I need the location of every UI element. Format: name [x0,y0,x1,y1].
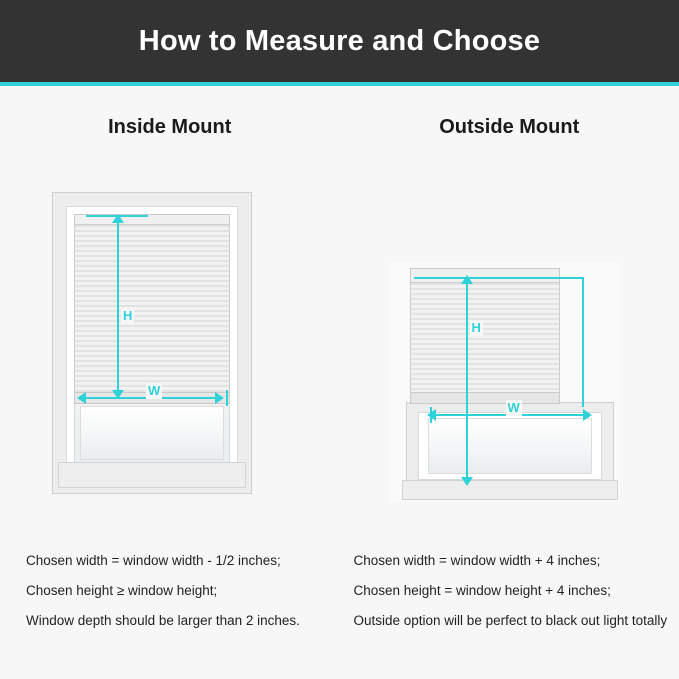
header-bar [0,0,679,82]
inside-mount-title: Inside Mount [108,116,232,138]
height-arrow-bottom [461,477,473,486]
height-tick-right-edge [582,277,584,407]
shade-fabric [74,224,230,394]
columns-container [0,86,679,679]
width-label: W [507,400,520,415]
window-glass-open [428,418,592,474]
outside-mount-title: Outside Mount [439,116,580,138]
height-label: H [123,308,133,323]
note-item: Window depth should be larger than 2 inches. [26,613,300,628]
width-arrow-right [215,392,224,404]
width-tick-left [430,407,432,423]
window-glass-open [80,406,224,460]
outside-mount-notes [340,546,679,636]
inside-mount-illustration [0,162,340,532]
shade-bottomrail [410,392,560,404]
outside-mount-illustration [340,162,679,532]
outside-mount-column [340,86,679,679]
width-label: W [148,383,161,398]
width-tick-right [226,390,228,406]
note-item: Outside option will be perfect to black out light totally [353,613,668,628]
note-item: Chosen height ≥ window height; [26,583,218,598]
height-label: H [471,320,481,335]
height-tick-top [86,215,148,217]
inside-mount-column [0,86,340,679]
inside-mount-notes [0,546,340,636]
width-arrow-right [583,409,592,421]
window-sill [58,462,246,488]
window-sill [402,480,618,500]
shade-fabric [410,282,560,394]
note-item: Chosen width = window width - 1/2 inches; [26,553,281,568]
note-item: Chosen height = window height + 4 inches; [353,583,611,598]
height-dimension-line [117,222,119,394]
note-item: Chosen width = window width + 4 inches; [353,553,601,568]
height-tick-top [414,277,584,279]
width-arrow-left [77,392,86,404]
height-dimension-line [466,284,468,480]
page-title: How to Measure and Choose [138,24,541,57]
